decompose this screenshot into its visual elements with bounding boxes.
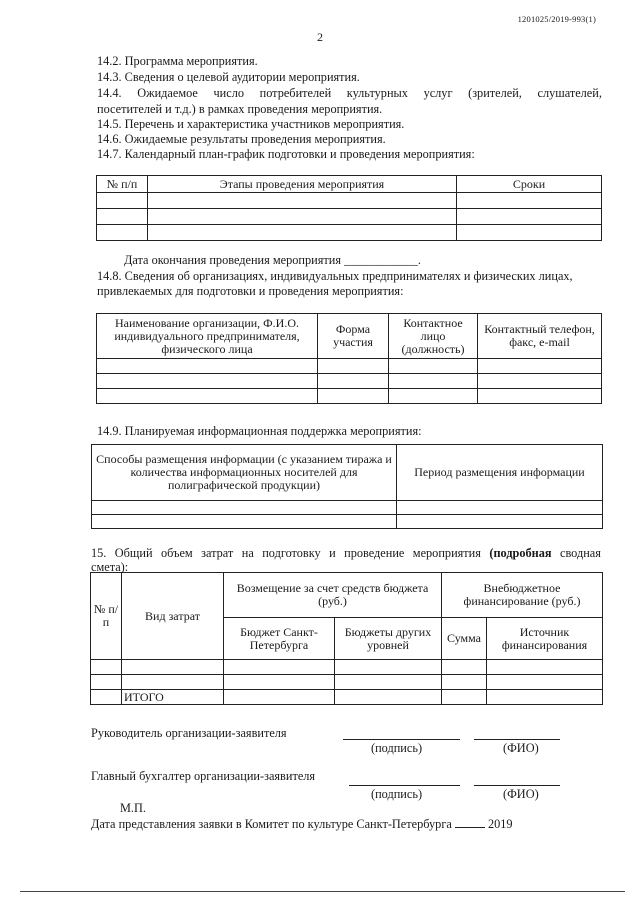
head-fio-line[interactable] — [474, 739, 560, 740]
table4-header-budget: Возмещение за счет средств бюджета (руб.) — [224, 573, 442, 618]
head-fio-caption: (ФИО) — [503, 741, 539, 755]
table-row — [91, 675, 603, 690]
head-signature-line[interactable] — [343, 739, 460, 740]
document-id: 1201025/2019-993(1) — [517, 14, 596, 24]
item-14-9: 14.9. Планируемая информационная поддержка мероприятия: — [97, 424, 422, 438]
table3-header-period: Период размещения информации — [397, 445, 603, 501]
table1-header-dates: Сроки — [457, 176, 602, 193]
item-14-8-line2: привлекаемых для подготовки и проведения мероприятия: — [97, 284, 404, 298]
table4-header-sum: Сумма — [442, 618, 487, 660]
page-number: 2 — [317, 30, 323, 44]
item-14-6: 14.6. Ожидаемые результаты проведения мероприятия. — [97, 132, 386, 146]
accountant-fio-line[interactable] — [474, 785, 560, 786]
end-date-line: Дата окончания проведения мероприятия ____________. — [124, 253, 421, 267]
table-row — [91, 660, 603, 675]
submission-date-line: Дата представления заявки в Комитет по культуре Санкт-Петербурга 2019 — [91, 817, 513, 831]
table-row — [97, 359, 602, 374]
table-row — [92, 501, 603, 515]
table1-header-number: № п/п — [97, 176, 148, 193]
item-14-2: 14.2. Программа мероприятия. — [97, 54, 258, 68]
table4-header-extra: Внебюджетное финансирование (руб.) — [442, 573, 603, 618]
head-signature-label: Руководитель организации-заявителя — [91, 726, 287, 740]
cost-estimate-table — [90, 572, 603, 705]
table2-header-contact: Контактное лицо (должность) — [389, 314, 478, 359]
stamp-label: М.П. — [120, 801, 146, 815]
info-support-table — [91, 444, 603, 529]
table3-header-methods: Способы размещения информации (с указанием тиража и количества информационных носителей для полиграфической продукции) — [92, 445, 397, 501]
accountant-signature-line[interactable] — [349, 785, 460, 786]
table-row — [97, 374, 602, 389]
table1-header-stages: Этапы проведения мероприятия — [148, 176, 457, 193]
item-14-7: 14.7. Календарный план-график подготовки и проведения мероприятия: — [97, 147, 475, 161]
table2-header-name: Наименование организации, Ф.И.О. индивидуального предпринимателя, физического лица — [97, 314, 318, 359]
table-row — [97, 193, 602, 209]
item-14-3: 14.3. Сведения о целевой аудитории мероприятия. — [97, 70, 360, 84]
item-14-4-line1: 14.4. Ожидаемое число потребителей культурных услуг (зрителей, слушателей, — [97, 86, 602, 100]
item-14-4-line2: посетителей и т.д.) в рамках проведения мероприятия. — [97, 102, 383, 116]
head-sign-caption: (подпись) — [371, 741, 423, 755]
table-row — [97, 389, 602, 404]
table-row — [92, 515, 603, 529]
table-row — [97, 209, 602, 225]
accountant-fio-caption: (ФИО) — [503, 787, 539, 801]
table2-header-form: Форма участия — [318, 314, 389, 359]
table-row-total — [91, 690, 603, 705]
table4-header-budget-spb: Бюджет Санкт-Петербурга — [224, 618, 335, 660]
organizations-table — [96, 313, 602, 404]
table4-header-number: № п/п — [91, 573, 122, 660]
table-row — [97, 225, 602, 241]
item-15-line2: смета): — [91, 560, 129, 574]
accountant-signature-label: Главный бухгалтер организации-заявителя — [91, 769, 316, 783]
calendar-plan-table — [96, 175, 602, 241]
table2-header-phone: Контактный телефон, факс, e-mail — [478, 314, 602, 359]
table4-header-budget-other: Бюджеты других уровней — [335, 618, 442, 660]
table4-header-type: Вид затрат — [122, 573, 224, 660]
date-blank[interactable] — [455, 817, 485, 828]
item-14-5: 14.5. Перечень и характеристика участников мероприятия. — [97, 117, 405, 131]
item-15-line1: 15. Общий объем затрат на подготовку и проведение мероприятия (подробная сводная — [91, 546, 601, 560]
bottom-divider — [20, 891, 625, 892]
table4-header-source: Источник финансирования — [487, 618, 603, 660]
accountant-sign-caption: (подпись) — [371, 787, 423, 801]
item-14-8-line1: 14.8. Сведения об организациях, индивидуальных предпринимателях и физических лицах, — [97, 269, 573, 283]
total-label: ИТОГО — [122, 690, 224, 705]
